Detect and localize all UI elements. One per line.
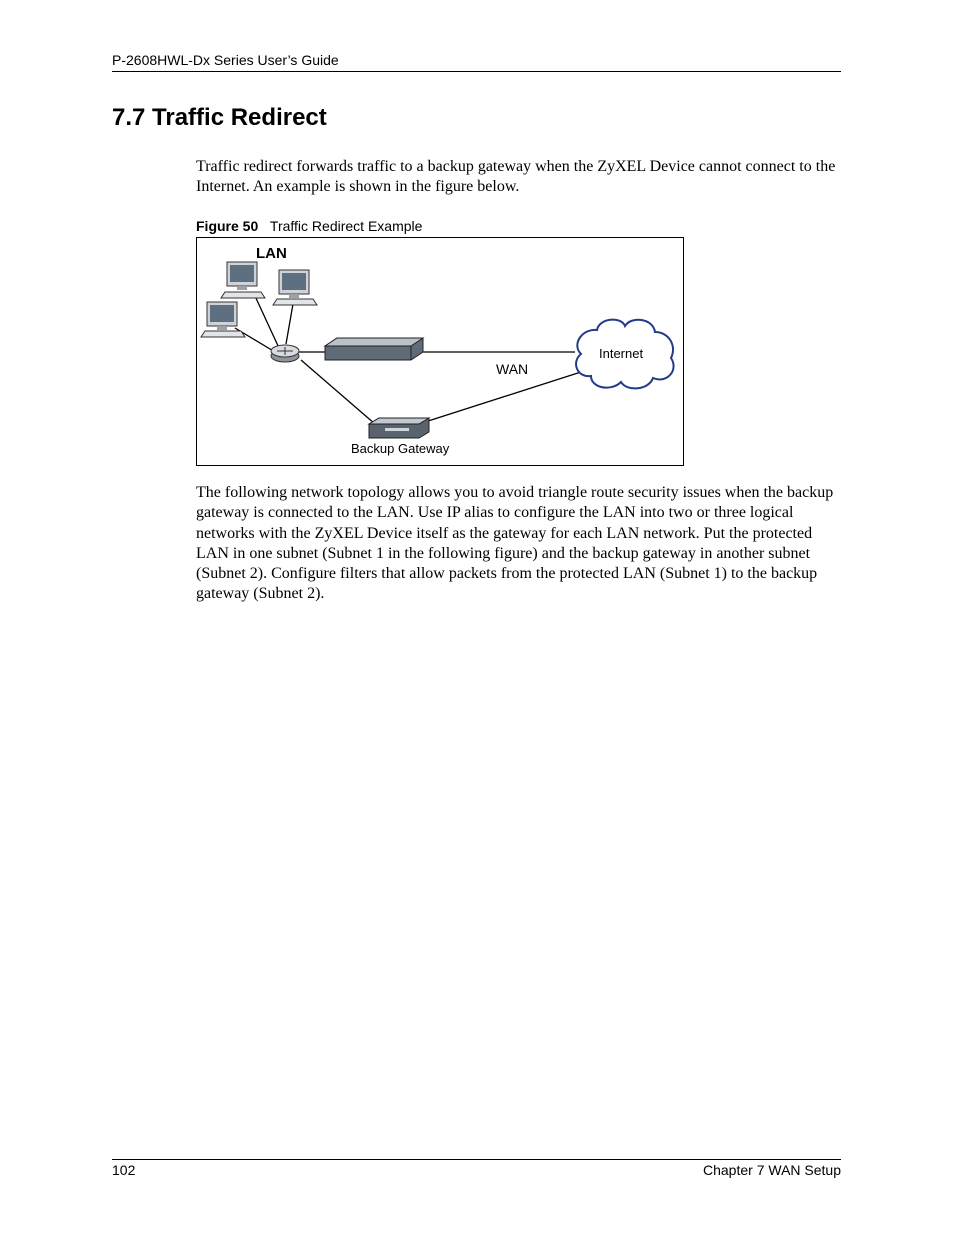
footer-divider (112, 1159, 841, 1160)
section-title: 7.7 Traffic Redirect (112, 104, 327, 131)
internet-label: Internet (599, 346, 644, 361)
figure-number: Figure 50 (196, 218, 259, 234)
computer-icon (273, 270, 317, 305)
wan-label: WAN (496, 361, 529, 377)
topology-paragraph: The following network topology allows you to avoid triangle route security issues when the backup gateway is connected to the LAN. Use IP alias to configure the LAN into two or three logical networks with the ZyXEL Device itself as the gateway for each LAN network. Put the protected LAN in one subnet (Subnet 1 in the following figure) and the backup gateway in another subnet (Subnet 2). Configure filters that allow packets from the protected LAN (Subnet 1) to the backup gateway (Subnet 2). (196, 484, 834, 603)
computer-icon (201, 302, 245, 337)
network-diagram (196, 237, 684, 466)
figure-caption-text: Traffic Redirect Example (269, 218, 423, 234)
link-backup-internet (425, 372, 581, 422)
intro-paragraph: Traffic redirect forwards traffic to a backup gateway when the ZyXEL Device cannot connect to the Internet. An example is shown in the figure below. (196, 158, 836, 196)
switch-icon (271, 345, 299, 362)
chapter-title: Chapter 7 WAN Setup (703, 1162, 841, 1178)
header-divider (112, 71, 841, 72)
link-pc2-hub (286, 304, 293, 344)
backup-gateway-icon (369, 418, 429, 438)
lan-label: LAN (256, 245, 287, 262)
page-number: 102 (112, 1162, 136, 1178)
backup-gateway-label: Backup Gateway (351, 441, 450, 456)
figure-caption (196, 218, 422, 234)
link-hub-backup (301, 360, 375, 424)
router-icon (325, 338, 423, 360)
computer-icon (221, 262, 265, 298)
running-header: P-2608HWL-Dx Series User’s Guide (112, 52, 339, 68)
